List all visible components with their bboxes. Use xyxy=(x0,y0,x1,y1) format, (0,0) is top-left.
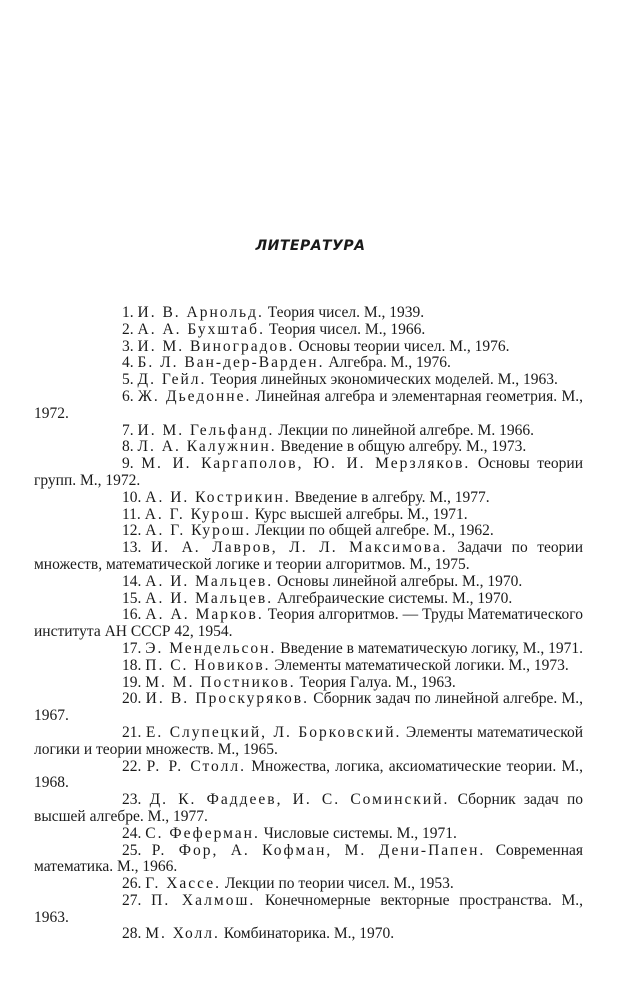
reference-number: 17. xyxy=(122,639,142,657)
reference-item xyxy=(34,893,583,927)
reference-author: П. Халмош. xyxy=(151,891,256,909)
reference-text: Сборник задач по высшей алгебре. М., 1977. xyxy=(34,791,584,825)
reference-item xyxy=(34,675,583,692)
reference-author: И. А. Лавров, Л. Л. Максимова. xyxy=(150,539,448,557)
reference-text: Теория линейных экономических моделей. М., 1963. xyxy=(210,371,558,389)
reference-number: 14. xyxy=(122,572,142,590)
reference-number: 13. xyxy=(122,539,142,557)
reference-author: И. М. Гельфанд. xyxy=(137,421,275,439)
reference-number: 21. xyxy=(122,723,142,741)
reference-number: 12. xyxy=(122,522,142,540)
reference-number: 25. xyxy=(122,841,142,859)
reference-text: Введение в алгебру. М., 1977. xyxy=(294,488,490,506)
reference-item xyxy=(34,926,583,943)
reference-text: Теория чисел. М., 1966. xyxy=(268,320,426,338)
reference-text: Теория чисел. М., 1939. xyxy=(267,304,425,321)
reference-author: Б. Л. Ван-дер-Варден. xyxy=(137,354,325,372)
reference-item xyxy=(34,759,583,793)
reference-text: Алгебраические системы. М., 1970. xyxy=(276,589,513,607)
reference-author: И. В. Арнольд. xyxy=(137,304,264,321)
reference-author: И. М. Виноградов. xyxy=(137,337,295,355)
reference-author: М. Холл. xyxy=(145,925,220,943)
reference-text: Сборник задач по линейной алгебре. М., 1967. xyxy=(34,690,584,725)
reference-author: Р. Фор, А. Кофман, М. Дени-Папен. xyxy=(151,841,486,859)
reference-text: Теория алгоритмов. — Труды Математического института АН СССР 42, 1954. xyxy=(34,606,584,641)
reference-text: Множества, логика, аксиоматические теории. М., 1968. xyxy=(34,757,584,792)
page-title: ЛИТЕРАТУРА xyxy=(255,238,366,254)
reference-text: Введение в общую алгебру. М., 1973. xyxy=(280,438,527,456)
reference-author: Р. Р. Столл. xyxy=(146,757,246,775)
reference-author: С. Феферман. xyxy=(145,824,260,842)
reference-number: 18. xyxy=(122,656,142,674)
reference-text: Лекции по линейной алгебре. М. 1966. xyxy=(278,421,534,439)
reference-number: 1. xyxy=(122,304,134,321)
reference-text: Элементы математической логики и теории множеств. М., 1965. xyxy=(34,723,583,758)
reference-number: 3. xyxy=(122,337,134,355)
reference-item xyxy=(34,322,583,339)
reference-item xyxy=(34,540,583,574)
reference-author: Д. К. Фаддеев, И. С. Соминский. xyxy=(149,791,450,809)
reference-item xyxy=(34,607,583,641)
reference-text: Основы теории чисел. М., 1976. xyxy=(298,337,510,355)
reference-number: 8. xyxy=(122,438,134,456)
reference-item xyxy=(34,658,583,675)
reference-text: Алгебра. М., 1976. xyxy=(328,354,451,372)
reference-item xyxy=(34,423,583,440)
reference-item xyxy=(34,574,583,591)
reference-item xyxy=(34,355,583,372)
reference-item xyxy=(34,523,583,540)
reference-item xyxy=(34,439,583,456)
reference-author: М. И. Каргаполов, Ю. И. Мерзляков. xyxy=(141,455,471,473)
reference-author: Е. Слупецкий, Л. Борковский. xyxy=(145,723,402,741)
reference-author: М. М. Постников. xyxy=(145,673,296,691)
reference-number: 4. xyxy=(122,354,134,372)
reference-item xyxy=(34,641,583,658)
reference-number: 28. xyxy=(122,925,142,943)
reference-number: 27. xyxy=(122,891,142,909)
reference-list xyxy=(34,305,583,943)
reference-item xyxy=(34,456,583,490)
reference-number: 11. xyxy=(122,505,141,523)
reference-author: А. А. Марков. xyxy=(145,606,264,624)
reference-text: Числовые системы. М., 1971. xyxy=(263,824,457,842)
reference-author: Э. Мендельсон. xyxy=(145,639,277,657)
reference-number: 26. xyxy=(122,875,142,893)
reference-number: 9. xyxy=(122,455,134,473)
reference-number: 23. xyxy=(122,791,142,809)
reference-text: Современная математика. М., 1966. xyxy=(34,841,584,876)
reference-text: Конечномерные векторные пространства. М., 1963. xyxy=(34,891,583,926)
reference-item xyxy=(34,591,583,608)
reference-author: Ж. Дьедонне. xyxy=(137,387,252,405)
reference-item xyxy=(34,826,583,843)
reference-author: Г. Хассе. xyxy=(145,875,221,893)
reference-text: Курс высшей алгебры. М., 1971. xyxy=(254,505,468,523)
reference-text: Основы линейной алгебры. М., 1970. xyxy=(276,572,523,590)
reference-text: Лекции по общей алгебре. М., 1962. xyxy=(255,522,494,540)
reference-author: Л. А. Калужнин. xyxy=(137,438,277,456)
reference-author: Д. Гейл. xyxy=(137,371,207,389)
reference-text: Лекции по теории чисел. М., 1953. xyxy=(224,875,454,893)
reference-item xyxy=(34,507,583,524)
reference-item xyxy=(34,876,583,893)
reference-item xyxy=(34,792,583,826)
reference-number: 10. xyxy=(122,488,142,506)
reference-author: И. В. Проскуряков. xyxy=(145,690,309,708)
reference-item xyxy=(34,372,583,389)
reference-author: А. И. Кострикин. xyxy=(145,488,291,506)
reference-text: Элементы математической логики. М., 1973. xyxy=(274,656,569,674)
reference-text: Теория Галуа. М., 1963. xyxy=(299,673,456,691)
reference-text: Задачи по теории множеств, математической логике и теории алгоритмов. М., 1975. xyxy=(34,539,584,573)
reference-author: П. С. Новиков. xyxy=(145,656,271,674)
reference-text: Линейная алгебра и элементарная геометрия. М., 1972. xyxy=(34,387,584,422)
reference-author: А. А. Бухштаб. xyxy=(137,320,265,338)
reference-item xyxy=(34,725,583,759)
reference-number: 7. xyxy=(122,421,134,439)
reference-item xyxy=(34,843,583,877)
reference-author: А. Г. Курош. xyxy=(145,522,252,540)
reference-number: 20. xyxy=(122,690,142,708)
reference-text: Введение в математическую логику, М., 1971. xyxy=(280,639,583,657)
reference-author: А. И. Мальцев. xyxy=(145,572,274,590)
reference-number: 24. xyxy=(122,824,142,842)
reference-number: 16. xyxy=(122,606,142,624)
reference-number: 22. xyxy=(122,757,142,775)
reference-number: 15. xyxy=(122,589,142,607)
reference-item xyxy=(34,691,583,725)
reference-number: 5. xyxy=(122,371,134,389)
reference-author: А. Г. Курош. xyxy=(144,505,251,523)
reference-author: А. И. Мальцев. xyxy=(145,589,274,607)
reference-item xyxy=(34,339,583,356)
reference-item xyxy=(34,490,583,507)
reference-text: Комбинаторика. М., 1970. xyxy=(223,925,395,943)
reference-number: 2. xyxy=(122,320,134,338)
reference-number: 19. xyxy=(122,673,142,691)
reference-item xyxy=(34,389,583,423)
reference-text: Основы теории групп. М., 1972. xyxy=(34,455,584,489)
reference-item xyxy=(34,305,583,322)
reference-number: 6. xyxy=(122,387,134,405)
